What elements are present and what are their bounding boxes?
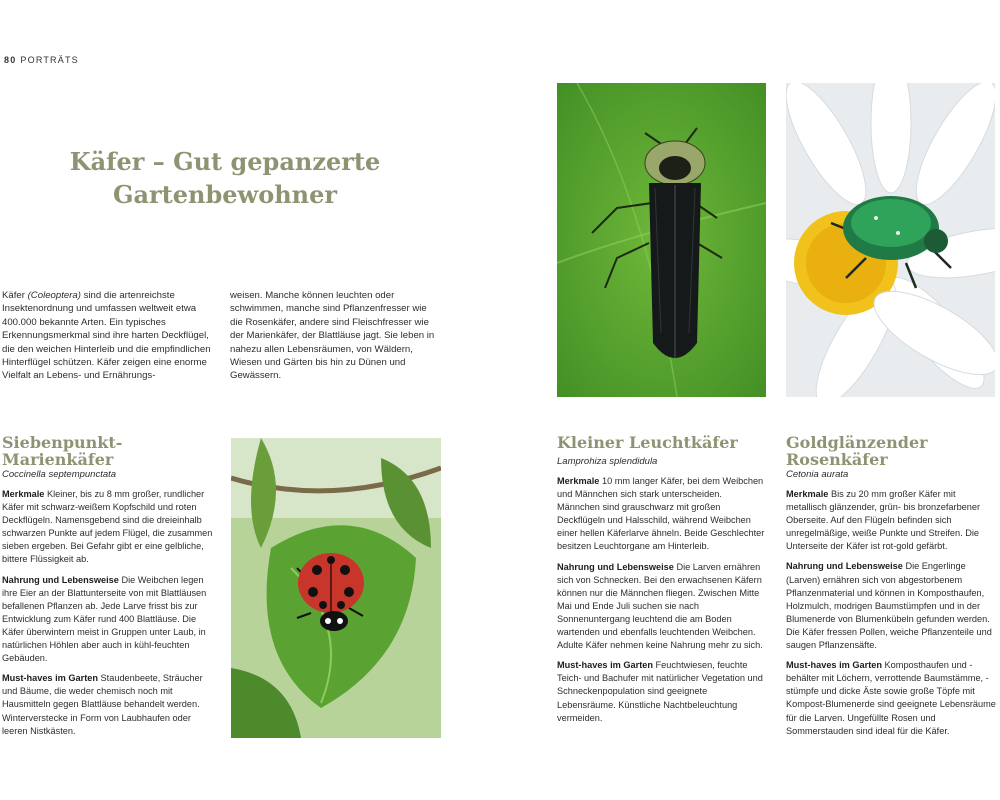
ladybird-description: Merkmale Kleiner, bis zu 8 mm großer, rundlicher Käfer mit schwarz-weißem Kopfschild und roten Deckflügeln. Namensgebend sind die dreieinhalb schwarzen Punkte auf jedem Flügel, die zusammen sieben ergeben. Bei Gefahr gibt er eine gelbliche, bittere Flüssigkeit ab. Nahrung und Lebensweise Die Weibchen legen ihre Eier an der Blattunterseite von mit Blattläusen befallenen Pflanzen ab. Jede Larve frisst bis zur Entwicklung zum Käfer rund 400 Blattläuse. Die Käfer überwintern meist in Gruppen unter Laub, in natürlichen Höhlen aber auch in kühl-feuchten Gebäuden. Must-haves im Garten Staudenbeete, Sträucher und Bäume, die weder chemisch noch mit Hausmitteln gegen Blattläuse behandelt werden. Winterverstecke in Form von Laubhaufen oder leeren Nistkästen. (2, 489, 213, 736)
page-title (20, 145, 430, 211)
firefly-heading: Kleiner Leuchtkäfer (557, 433, 738, 452)
rosechafer-description: Merkmale Bis zu 20 mm großer Käfer mit metallisch glänzender, grün- bis bronzefarbener Oberseite. Auf den Flügeln befinden sich unregelmäßige, weiße Punkte und Streifen. Die Unterseite der Käfer ist rot-gold gefärbt. Nahrung und Lebensweise Die Engerlinge (Larven) ernähren sich von abgestorbenem Pflanzenmaterial und können in Komposthaufen, Holzmulch, modrigen Baumstümpfen und in der Blumenerde von Blumenkübeln gefunden werden. Die Käfer fressen Pollen, weiche Pflanzenteile und saugen Pflanzensäfte. Must-haves im Garten Komposthaufen und -behälter mit Löchern, verrottende Baumstämme, -stümpfe und dicke Äste sowie große Töpfe mit Kompost-Blumenerde sind geeignete Lebensräume für die Larven. Ungefüllte Rosen und Sommerstauden sind ideal für die Käfer. (786, 489, 996, 736)
latin-order: (Coleoptera) (27, 290, 81, 301)
rosechafer-latin: Cetonia aurata (786, 469, 849, 480)
section-label: PORTRÄTS (20, 55, 79, 65)
rosechafer-heading: Goldglänzender Rosenkäfer (786, 433, 928, 469)
running-header (4, 55, 79, 65)
intro-column-1: Käfer (Coleoptera) sind die artenreichste Insektenordnung und umfassen weltweit etwa 400.000 bekannte Arten. Ein typisches Erkennungsmerkmal sind ihre harten Deckflügel, die den weichen Hinterleib und die empfindlichen Hinterflügel schützen. Käfer zeigen eine enorme Vielfalt an Lebens- und Ernährungs- (2, 290, 211, 382)
firefly-description: Merkmale 10 mm langer Käfer, bei dem Weibchen und Männchen sich stark unterscheiden. Männchen sind grauschwarz mit großen Deckflügeln und Halsschild, während Weibchen einer hellen Käferlarve ähneln. Beide Geschlechter besitzen Leuchtorgane am Hinterleib. Nahrung und Lebensweise Die Larven ernähren sich von Schnecken. Bei den erwachsenen Käfern können nur die Männchen fliegen. Zwischen Mitte Mai und Ende Juli suchen sie nach Sonnenuntergang leuchtend die am Boden wartenden und ebenfalls leuchtenden Weibchen. Adulte Käfer nehmen keine Nahrung mehr zu sich. Must-haves im Garten Feuchtwiesen, feuchte Teich- und Bachufer mit natürlicher Vegetation und Schneckenpopulation sind geeignete Lebensräume. Künstliche Nachtbeleuchtung vermeiden. (557, 476, 765, 723)
ladybird-latin: Coccinella septempunctata (2, 469, 117, 480)
firefly-photo (557, 83, 766, 397)
page-number: 80 (4, 55, 17, 65)
title-line-1: Käfer – Gut gepanzerte (69, 147, 381, 176)
intro-column-2: weisen. Manche können leuchten oder schwimmen, manche sind Pflanzenfresser wie die Rosenkäfer, andere sind Fleischfresser wie der Marienkäfer, der Blattläuse jagt. Sie leben in nahezu allen Lebensräumen, von Wäldern, Wiesen und Gärten bis hin zu Dünen und Gewässern. (230, 290, 435, 382)
firefly-latin: Lamprohiza splendidula (557, 456, 658, 467)
ladybird-heading: Siebenpunkt- Marienkäfer (2, 433, 123, 469)
rosechafer-photo (786, 83, 995, 397)
ladybird-photo (231, 438, 441, 738)
title-line-2: Gartenbewohner (112, 180, 338, 209)
